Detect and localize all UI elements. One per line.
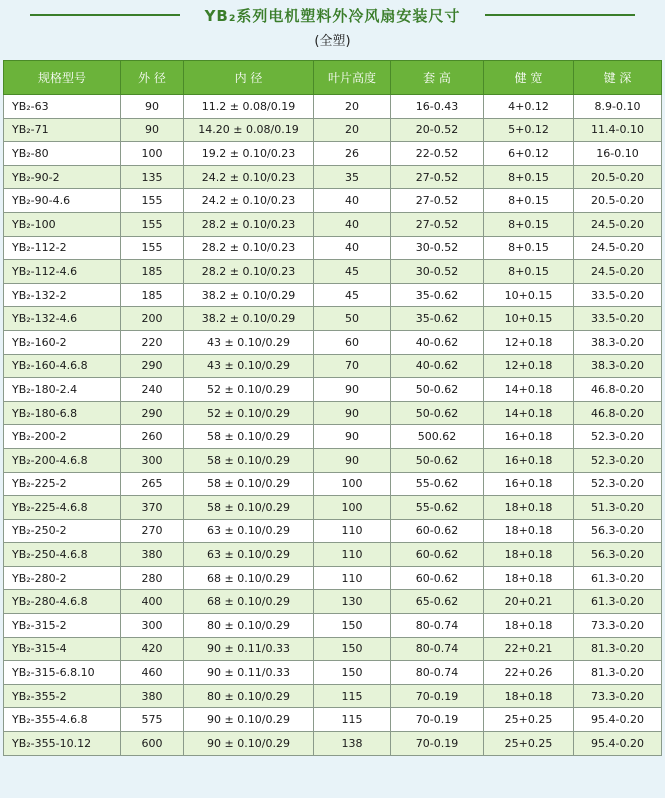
cell-outer-diameter: 600: [121, 732, 184, 756]
cell-model: YB₂-355-2: [4, 684, 121, 708]
cell-inner-diameter: 24.2 ± 0.10/0.23: [184, 189, 314, 213]
table-row: [4, 142, 662, 166]
cell-outer-diameter: 420: [121, 637, 184, 661]
table-row: [4, 401, 662, 425]
cell-key-width: 16+0.18: [484, 448, 574, 472]
cell-sleeve-height: 16-0.43: [391, 95, 484, 119]
cell-blade-height: 26: [314, 142, 391, 166]
cell-sleeve-height: 55-0.62: [391, 496, 484, 520]
cell-key-depth: 52.3-0.20: [574, 448, 662, 472]
cell-sleeve-height: 55-0.62: [391, 472, 484, 496]
cell-model: YB₂-250-2: [4, 519, 121, 543]
cell-outer-diameter: 300: [121, 614, 184, 638]
cell-outer-diameter: 90: [121, 118, 184, 142]
cell-sleeve-height: 50-0.62: [391, 448, 484, 472]
table-row: [4, 661, 662, 685]
cell-model: YB₂-355-10.12: [4, 732, 121, 756]
cell-key-width: 8+0.15: [484, 189, 574, 213]
table-row: [4, 212, 662, 236]
cell-inner-diameter: 90 ± 0.10/0.29: [184, 732, 314, 756]
cell-key-depth: 20.5-0.20: [574, 189, 662, 213]
cell-model: YB₂-200-4.6.8: [4, 448, 121, 472]
cell-outer-diameter: 280: [121, 566, 184, 590]
cell-model: YB₂-315-6.8.10: [4, 661, 121, 685]
cell-model: YB₂-90-2: [4, 165, 121, 189]
cell-blade-height: 110: [314, 543, 391, 567]
cell-key-width: 10+0.15: [484, 283, 574, 307]
cell-outer-diameter: 380: [121, 543, 184, 567]
cell-inner-diameter: 90 ± 0.10/0.29: [184, 708, 314, 732]
cell-sleeve-height: 35-0.62: [391, 307, 484, 331]
cell-key-width: 14+0.18: [484, 378, 574, 402]
table-row: [4, 189, 662, 213]
cell-key-width: 6+0.12: [484, 142, 574, 166]
cell-key-width: 22+0.21: [484, 637, 574, 661]
cell-inner-diameter: 80 ± 0.10/0.29: [184, 684, 314, 708]
cell-sleeve-height: 80-0.74: [391, 637, 484, 661]
cell-inner-diameter: 11.2 ± 0.08/0.19: [184, 95, 314, 119]
cell-inner-diameter: 52 ± 0.10/0.29: [184, 378, 314, 402]
cell-inner-diameter: 52 ± 0.10/0.29: [184, 401, 314, 425]
cell-blade-height: 110: [314, 519, 391, 543]
cell-model: YB₂-280-4.6.8: [4, 590, 121, 614]
cell-outer-diameter: 155: [121, 189, 184, 213]
cell-model: YB₂-100: [4, 212, 121, 236]
cell-outer-diameter: 100: [121, 142, 184, 166]
cell-blade-height: 100: [314, 472, 391, 496]
cell-key-depth: 46.8-0.20: [574, 378, 662, 402]
cell-key-depth: 61.3-0.20: [574, 566, 662, 590]
cell-model: YB₂-225-4.6.8: [4, 496, 121, 520]
cell-key-width: 8+0.15: [484, 165, 574, 189]
cell-inner-diameter: 43 ± 0.10/0.29: [184, 330, 314, 354]
cell-outer-diameter: 400: [121, 590, 184, 614]
cell-model: YB₂-63: [4, 95, 121, 119]
title-divider-right: [485, 14, 635, 16]
cell-key-depth: 24.5-0.20: [574, 212, 662, 236]
cell-blade-height: 115: [314, 684, 391, 708]
cell-inner-diameter: 58 ± 0.10/0.29: [184, 448, 314, 472]
cell-model: YB₂-160-2: [4, 330, 121, 354]
cell-key-width: 18+0.18: [484, 543, 574, 567]
cell-key-width: 4+0.12: [484, 95, 574, 119]
cell-model: YB₂-200-2: [4, 425, 121, 449]
cell-outer-diameter: 300: [121, 448, 184, 472]
cell-outer-diameter: 185: [121, 283, 184, 307]
cell-key-depth: 81.3-0.20: [574, 661, 662, 685]
cell-key-depth: 8.9-0.10: [574, 95, 662, 119]
cell-key-width: 5+0.12: [484, 118, 574, 142]
cell-blade-height: 35: [314, 165, 391, 189]
cell-key-depth: 52.3-0.20: [574, 472, 662, 496]
cell-key-depth: 16-0.10: [574, 142, 662, 166]
table-row: [4, 260, 662, 284]
cell-outer-diameter: 260: [121, 425, 184, 449]
cell-sleeve-height: 70-0.19: [391, 684, 484, 708]
cell-key-width: 10+0.15: [484, 307, 574, 331]
cell-key-width: 25+0.25: [484, 708, 574, 732]
cell-blade-height: 70: [314, 354, 391, 378]
cell-blade-height: 130: [314, 590, 391, 614]
cell-outer-diameter: 220: [121, 330, 184, 354]
cell-outer-diameter: 240: [121, 378, 184, 402]
cell-key-width: 16+0.18: [484, 425, 574, 449]
cell-model: YB₂-180-2.4: [4, 378, 121, 402]
cell-outer-diameter: 265: [121, 472, 184, 496]
cell-model: YB₂-132-2: [4, 283, 121, 307]
cell-blade-height: 150: [314, 661, 391, 685]
cell-model: YB₂-132-4.6: [4, 307, 121, 331]
cell-model: YB₂-225-2: [4, 472, 121, 496]
cell-inner-diameter: 58 ± 0.10/0.29: [184, 472, 314, 496]
cell-key-width: 20+0.21: [484, 590, 574, 614]
cell-key-width: 12+0.18: [484, 354, 574, 378]
cell-model: YB₂-280-2: [4, 566, 121, 590]
cell-outer-diameter: 370: [121, 496, 184, 520]
cell-key-depth: 38.3-0.20: [574, 330, 662, 354]
table-row: [4, 614, 662, 638]
cell-outer-diameter: 200: [121, 307, 184, 331]
cell-inner-diameter: 38.2 ± 0.10/0.29: [184, 307, 314, 331]
cell-inner-diameter: 63 ± 0.10/0.29: [184, 519, 314, 543]
cell-inner-diameter: 63 ± 0.10/0.29: [184, 543, 314, 567]
cell-inner-diameter: 90 ± 0.11/0.33: [184, 637, 314, 661]
cell-key-width: 8+0.15: [484, 212, 574, 236]
cell-blade-height: 45: [314, 260, 391, 284]
page-subtitle: (全塑): [314, 34, 351, 49]
header-key-depth: 键 深: [574, 61, 662, 95]
cell-blade-height: 150: [314, 614, 391, 638]
cell-sleeve-height: 40-0.62: [391, 330, 484, 354]
header-blade-height: 叶片高度: [314, 61, 391, 95]
cell-key-width: 14+0.18: [484, 401, 574, 425]
header-key-width: 健 宽: [484, 61, 574, 95]
cell-outer-diameter: 270: [121, 519, 184, 543]
cell-outer-diameter: 575: [121, 708, 184, 732]
cell-sleeve-height: 80-0.74: [391, 661, 484, 685]
cell-key-depth: 20.5-0.20: [574, 165, 662, 189]
cell-outer-diameter: 290: [121, 401, 184, 425]
cell-sleeve-height: 30-0.52: [391, 236, 484, 260]
header-outer-diameter: 外 径: [121, 61, 184, 95]
header-inner-diameter: 内 径: [184, 61, 314, 95]
cell-blade-height: 90: [314, 401, 391, 425]
cell-inner-diameter: 80 ± 0.10/0.29: [184, 614, 314, 638]
cell-blade-height: 100: [314, 496, 391, 520]
cell-sleeve-height: 22-0.52: [391, 142, 484, 166]
cell-sleeve-height: 27-0.52: [391, 212, 484, 236]
title-divider-left: [30, 14, 180, 16]
cell-blade-height: 138: [314, 732, 391, 756]
cell-inner-diameter: 43 ± 0.10/0.29: [184, 354, 314, 378]
cell-sleeve-height: 70-0.19: [391, 708, 484, 732]
cell-sleeve-height: 27-0.52: [391, 165, 484, 189]
table-row: [4, 590, 662, 614]
cell-key-width: 18+0.18: [484, 519, 574, 543]
cell-model: YB₂-160-4.6.8: [4, 354, 121, 378]
cell-blade-height: 40: [314, 236, 391, 260]
cell-sleeve-height: 60-0.62: [391, 566, 484, 590]
cell-key-width: 8+0.15: [484, 260, 574, 284]
cell-key-depth: 46.8-0.20: [574, 401, 662, 425]
cell-inner-diameter: 28.2 ± 0.10/0.23: [184, 260, 314, 284]
cell-key-depth: 95.4-0.20: [574, 732, 662, 756]
cell-model: YB₂-112-2: [4, 236, 121, 260]
cell-model: YB₂-90-4.6: [4, 189, 121, 213]
cell-sleeve-height: 35-0.62: [391, 283, 484, 307]
cell-model: YB₂-180-6.8: [4, 401, 121, 425]
table-header-row: [4, 61, 662, 95]
cell-inner-diameter: 19.2 ± 0.10/0.23: [184, 142, 314, 166]
cell-key-depth: 38.3-0.20: [574, 354, 662, 378]
cell-key-width: 18+0.18: [484, 614, 574, 638]
cell-outer-diameter: 90: [121, 95, 184, 119]
table-row: [4, 330, 662, 354]
cell-key-width: 25+0.25: [484, 732, 574, 756]
cell-model: YB₂-71: [4, 118, 121, 142]
cell-key-depth: 61.3-0.20: [574, 590, 662, 614]
cell-key-depth: 33.5-0.20: [574, 307, 662, 331]
cell-blade-height: 20: [314, 118, 391, 142]
table-row: [4, 448, 662, 472]
cell-inner-diameter: 24.2 ± 0.10/0.23: [184, 165, 314, 189]
cell-outer-diameter: 155: [121, 212, 184, 236]
page-title: YB₂系列电机塑料外冷风扇安装尺寸: [199, 5, 467, 26]
cell-sleeve-height: 65-0.62: [391, 590, 484, 614]
cell-key-width: 18+0.18: [484, 566, 574, 590]
table-row: [4, 283, 662, 307]
table-row: [4, 684, 662, 708]
table-row: [4, 118, 662, 142]
table-row: [4, 307, 662, 331]
cell-blade-height: 90: [314, 448, 391, 472]
cell-key-depth: 33.5-0.20: [574, 283, 662, 307]
cell-blade-height: 20: [314, 95, 391, 119]
cell-blade-height: 40: [314, 189, 391, 213]
cell-key-depth: 56.3-0.20: [574, 543, 662, 567]
cell-key-depth: 11.4-0.10: [574, 118, 662, 142]
cell-sleeve-height: 40-0.62: [391, 354, 484, 378]
cell-blade-height: 40: [314, 212, 391, 236]
cell-key-depth: 51.3-0.20: [574, 496, 662, 520]
cell-key-width: 18+0.18: [484, 496, 574, 520]
cell-sleeve-height: 70-0.19: [391, 732, 484, 756]
cell-inner-diameter: 58 ± 0.10/0.29: [184, 496, 314, 520]
table-row: [4, 354, 662, 378]
cell-blade-height: 45: [314, 283, 391, 307]
cell-key-depth: 24.5-0.20: [574, 236, 662, 260]
cell-model: YB₂-315-4: [4, 637, 121, 661]
cell-inner-diameter: 68 ± 0.10/0.29: [184, 590, 314, 614]
header-sleeve-height: 套 高: [391, 61, 484, 95]
cell-model: YB₂-112-4.6: [4, 260, 121, 284]
table-body: [4, 95, 662, 756]
cell-blade-height: 90: [314, 378, 391, 402]
cell-key-depth: 73.3-0.20: [574, 614, 662, 638]
cell-sleeve-height: 500.62: [391, 425, 484, 449]
dimension-table: [3, 60, 662, 756]
table-row: [4, 637, 662, 661]
table-row: [4, 95, 662, 119]
table-row: [4, 732, 662, 756]
cell-outer-diameter: 135: [121, 165, 184, 189]
cell-inner-diameter: 14.20 ± 0.08/0.19: [184, 118, 314, 142]
table-row: [4, 378, 662, 402]
cell-inner-diameter: 28.2 ± 0.10/0.23: [184, 236, 314, 260]
table-row: [4, 165, 662, 189]
table-row: [4, 236, 662, 260]
cell-outer-diameter: 290: [121, 354, 184, 378]
cell-inner-diameter: 38.2 ± 0.10/0.29: [184, 283, 314, 307]
title-bar: [0, 0, 665, 30]
cell-key-depth: 95.4-0.20: [574, 708, 662, 732]
table-row: [4, 566, 662, 590]
cell-key-width: 18+0.18: [484, 684, 574, 708]
cell-sleeve-height: 50-0.62: [391, 378, 484, 402]
table-row: [4, 472, 662, 496]
cell-sleeve-height: 60-0.62: [391, 519, 484, 543]
cell-outer-diameter: 460: [121, 661, 184, 685]
table-row: [4, 519, 662, 543]
header-model: 规格型号: [4, 61, 121, 95]
cell-sleeve-height: 27-0.52: [391, 189, 484, 213]
cell-inner-diameter: 90 ± 0.11/0.33: [184, 661, 314, 685]
cell-model: YB₂-250-4.6.8: [4, 543, 121, 567]
cell-outer-diameter: 155: [121, 236, 184, 260]
cell-model: YB₂-355-4.6.8: [4, 708, 121, 732]
cell-key-width: 12+0.18: [484, 330, 574, 354]
cell-sleeve-height: 60-0.62: [391, 543, 484, 567]
cell-blade-height: 90: [314, 425, 391, 449]
cell-blade-height: 115: [314, 708, 391, 732]
cell-sleeve-height: 20-0.52: [391, 118, 484, 142]
cell-inner-diameter: 68 ± 0.10/0.29: [184, 566, 314, 590]
cell-key-depth: 73.3-0.20: [574, 684, 662, 708]
cell-key-depth: 81.3-0.20: [574, 637, 662, 661]
cell-sleeve-height: 30-0.52: [391, 260, 484, 284]
cell-model: YB₂-315-2: [4, 614, 121, 638]
cell-blade-height: 150: [314, 637, 391, 661]
cell-key-width: 8+0.15: [484, 236, 574, 260]
cell-key-width: 22+0.26: [484, 661, 574, 685]
cell-blade-height: 50: [314, 307, 391, 331]
cell-blade-height: 60: [314, 330, 391, 354]
cell-outer-diameter: 380: [121, 684, 184, 708]
cell-inner-diameter: 58 ± 0.10/0.29: [184, 425, 314, 449]
cell-inner-diameter: 28.2 ± 0.10/0.23: [184, 212, 314, 236]
table-row: [4, 496, 662, 520]
table-row: [4, 425, 662, 449]
cell-model: YB₂-80: [4, 142, 121, 166]
cell-sleeve-height: 80-0.74: [391, 614, 484, 638]
table-row: [4, 543, 662, 567]
cell-key-depth: 24.5-0.20: [574, 260, 662, 284]
cell-key-depth: 56.3-0.20: [574, 519, 662, 543]
cell-sleeve-height: 50-0.62: [391, 401, 484, 425]
cell-key-width: 16+0.18: [484, 472, 574, 496]
cell-outer-diameter: 185: [121, 260, 184, 284]
cell-blade-height: 110: [314, 566, 391, 590]
table-row: [4, 708, 662, 732]
cell-key-depth: 52.3-0.20: [574, 425, 662, 449]
